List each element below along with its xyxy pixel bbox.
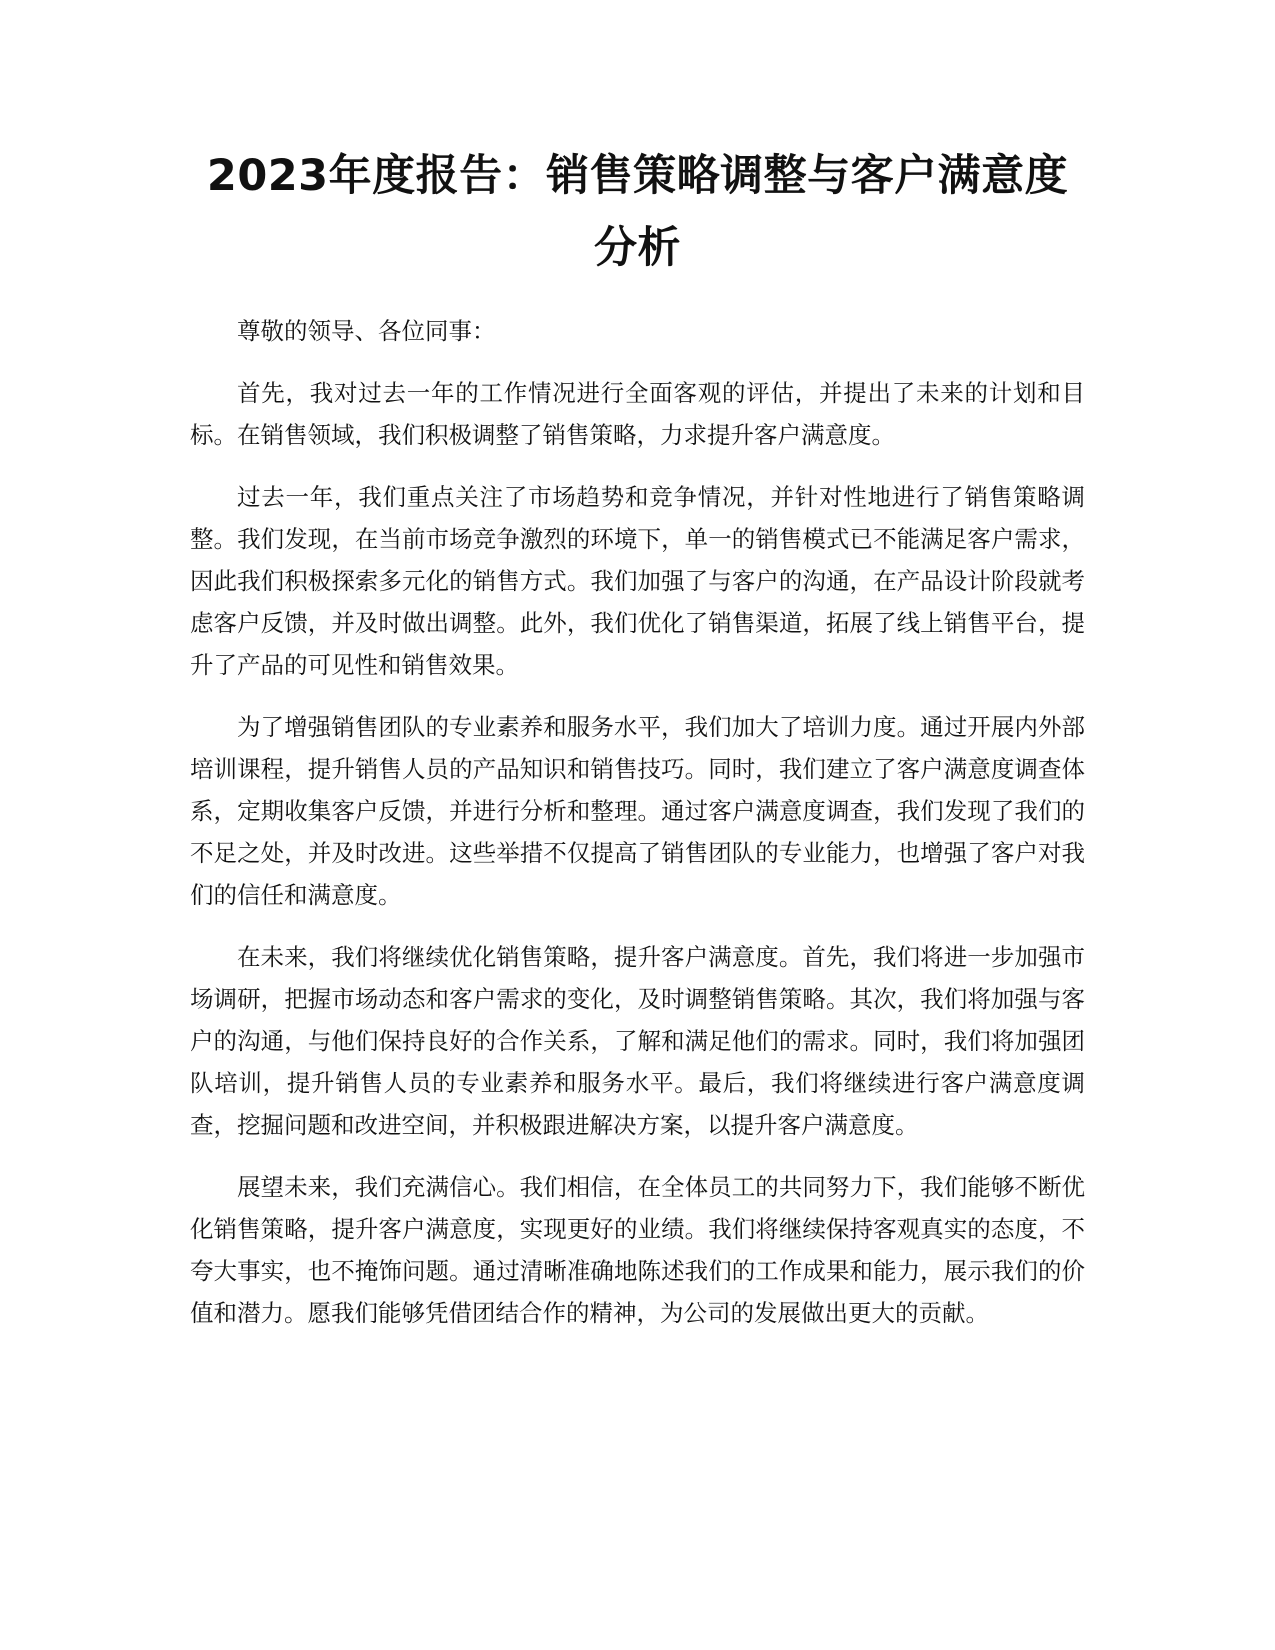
paragraph-intro: 首先，我对过去一年的工作情况进行全面客观的评估，并提出了未来的计划和目标。在销售领域，我们积极调整了销售策略，力求提升客户满意度。 <box>190 379 1085 449</box>
paragraph-outlook: 展望未来，我们充满信心。我们相信，在全体员工的共同努力下，我们能够不断优化销售策略，提升客户满意度，实现更好的业绩。我们将继续保持客观真实的态度，不夸大事实，也不掩饰问题。通过清晰准确地陈述我们的工作成果和能力，展示我们的价值和潜力。愿我们能够凭借团结合作的精神，为公司的发展做出更大的贡献。 <box>190 1173 1085 1327</box>
document-body <box>190 310 1085 1334</box>
document-content <box>190 140 1085 1354</box>
paragraph-training: 为了增强销售团队的专业素养和服务水平，我们加大了培训力度。通过开展内外部培训课程，提升销售人员的产品知识和销售技巧。同时，我们建立了客户满意度调查体系，定期收集客户反馈，并进行分析和整理。通过客户满意度调查，我们发现了我们的不足之处，并及时改进。这些举措不仅提高了销售团队的专业能力，也增强了客户对我们的信任和满意度。 <box>190 713 1085 909</box>
paragraph-future-plans: 在未来，我们将继续优化销售策略，提升客户满意度。首先，我们将进一步加强市场调研，把握市场动态和客户需求的变化，及时调整销售策略。其次，我们将加强与客户的沟通，与他们保持良好的合作关系，了解和满足他们的需求。同时，我们将加强团队培训，提升销售人员的专业素养和服务水平。最后，我们将继续进行客户满意度调查，挖掘问题和改进空间，并积极跟进解决方案，以提升客户满意度。 <box>190 943 1085 1139</box>
salutation: 尊敬的领导、各位同事： <box>237 317 496 345</box>
paragraph-strategy-adjustment: 过去一年，我们重点关注了市场趋势和竞争情况，并针对性地进行了销售策略调整。我们发现，在当前市场竞争激烈的环境下，单一的销售模式已不能满足客户需求，因此我们积极探索多元化的销售方式。我们加强了与客户的沟通，在产品设计阶段就考虑客户反馈，并及时做出调整。此外，我们优化了销售渠道，拓展了线上销售平台，提升了产品的可见性和销售效果。 <box>190 483 1085 679</box>
document-title: 2023年度报告：销售策略调整与客户满意度分析 <box>206 151 1069 273</box>
